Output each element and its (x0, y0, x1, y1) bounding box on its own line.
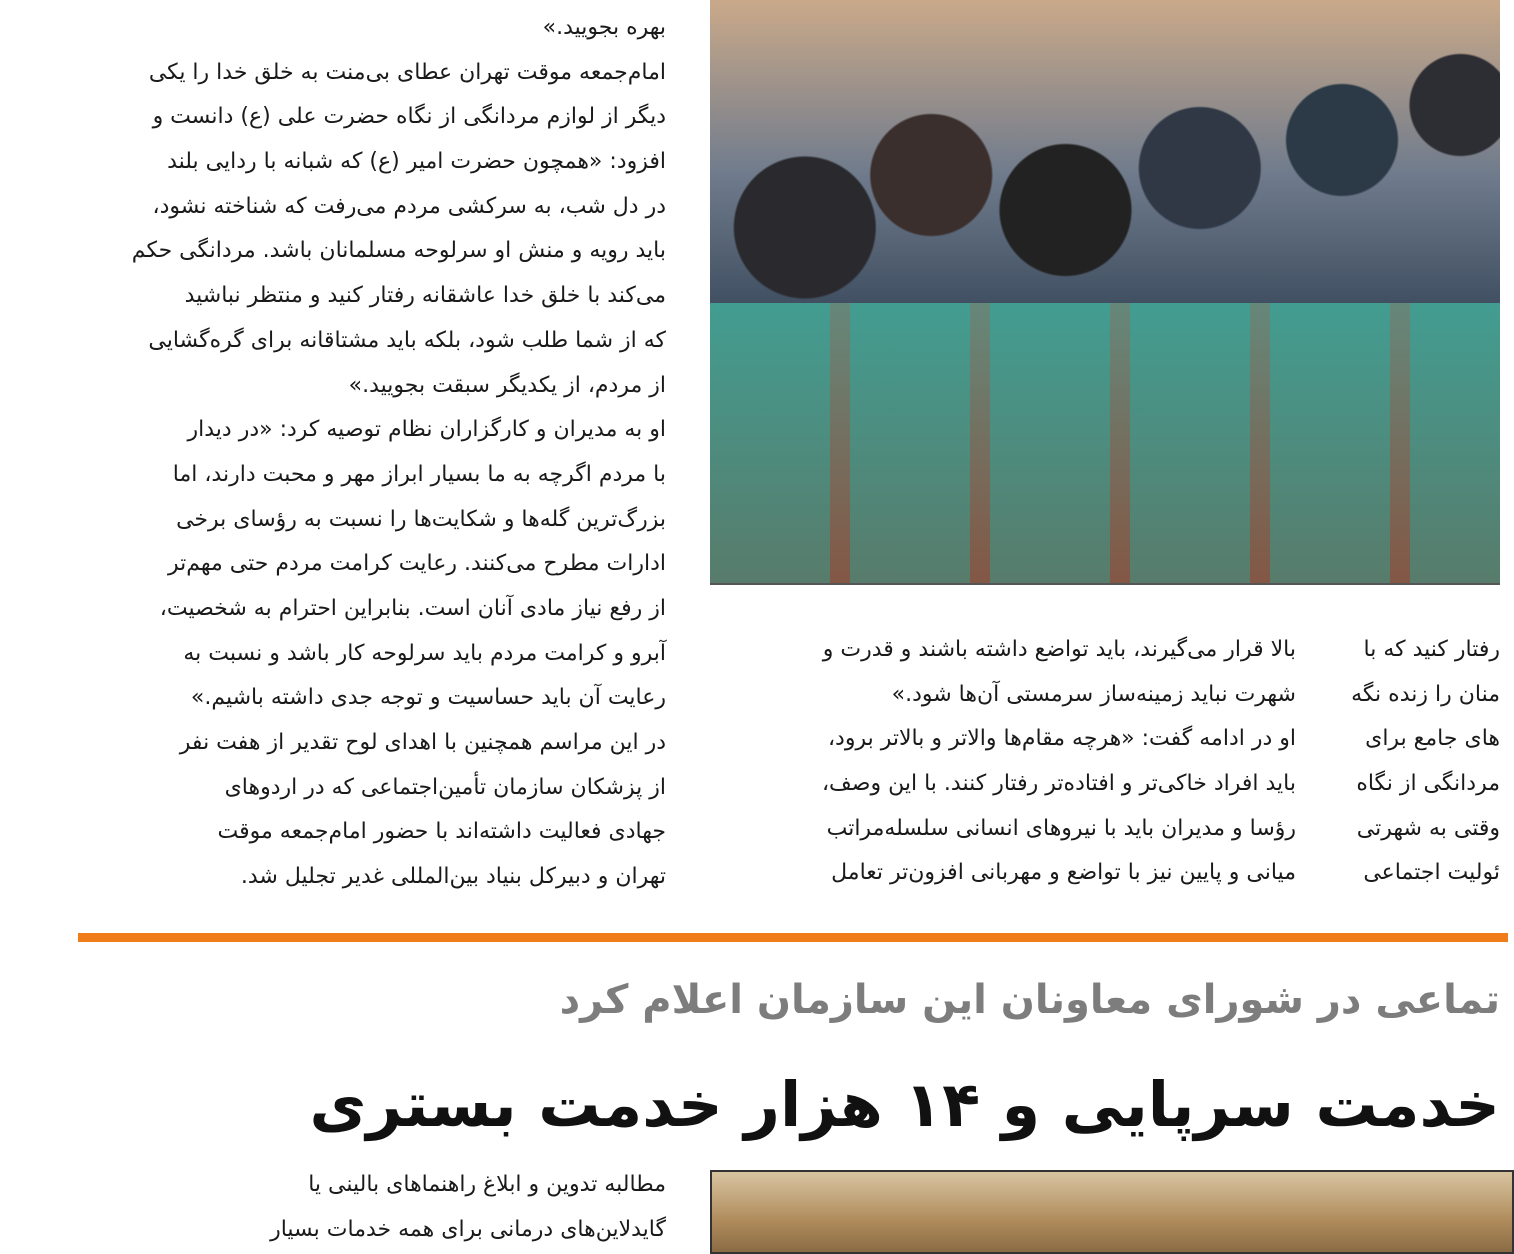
section-divider-rule (78, 933, 1508, 942)
text-line: وقتی به شهرتی (1356, 815, 1500, 841)
text-line: باید رویه و منش او سرلوحه مسلمانان باشد. مردانگی حکم (131, 238, 666, 264)
text-line: از مردم، از یکدیگر سبقت بجویید.» (348, 372, 666, 398)
text-line: شهرت نباید زمینه‌ساز سرمستی آن‌ها شود.» (891, 681, 1296, 707)
article-headline: خدمت سرپایی و ۱۴ هزار خدمت بستری (309, 1068, 1500, 1141)
text-line: رعایت آن باید حساسیت و توجه جدی داشته باشیم.» (190, 685, 666, 711)
article-photo-bottom (710, 1170, 1514, 1254)
text-line: ئولیت اجتماعی (1363, 860, 1500, 886)
article-photo-gathering (710, 0, 1500, 585)
article-middle-column (710, 628, 1296, 896)
text-line: آبرو و کرامت مردم باید سرلوحه کار باشد و نسبت به (183, 640, 666, 666)
text-line: افزود: «همچون حضرت امیر (ع) که شبانه با ردایی بلند (167, 149, 666, 175)
text-line: میانی و پایین نیز با تواضع و مهربانی افزون‌تر تعامل (831, 860, 1296, 886)
text-line: بالا قرار می‌گیرند، باید تواضع داشته باشند و قدرت و (822, 637, 1296, 662)
article-left-column (80, 6, 666, 900)
text-line: گایدلاین‌های درمانی برای همه خدمات بسیار (270, 1216, 666, 1242)
text-line: در دل شب، به سرکشی مردم می‌رفت که شناخته نشود، (152, 193, 666, 219)
text-line: ادارات مطرح می‌کنند. رعایت کرامت مردم حتی مهم‌تر (167, 551, 666, 577)
article-bottom-body-column (80, 1163, 666, 1252)
text-line: می‌کند با خلق خدا عاشقانه رفتار کنید و منتظر نباشید (184, 283, 666, 309)
text-line: مطالبه تدوین و ابلاغ راهنماهای بالینی یا (308, 1172, 666, 1197)
text-line: منان را زنده نگه (1351, 681, 1500, 707)
text-line: از رفع نیاز مادی آنان است. بنابراین احترام به شخصیت، (159, 595, 666, 621)
article-right-column-cropped (1340, 628, 1500, 896)
text-line: های جامع برای (1365, 726, 1500, 752)
text-line: که از شما طلب شود، بلکه باید مشتاقانه برای گره‌گشایی (148, 327, 666, 353)
text-line: رؤسا و مدیران باید با نیروهای انسانی سلسله‌مراتب (826, 815, 1296, 841)
text-line: در این مراسم همچنین با اهدای لوح تقدیر از هفت نفر (179, 730, 666, 755)
text-line: بزرگ‌ترین گله‌ها و شکایت‌ها را نسبت به رؤسای برخی (176, 506, 666, 532)
text-line: رفتار کنید که با (1363, 637, 1500, 662)
text-line: او به مدیران و کارگزاران نظام توصیه کرد: «در دیدار (187, 417, 666, 443)
text-line: امام‌جمعه موقت تهران عطای بی‌منت به خلق خدا را یکی (148, 59, 666, 85)
text-line: باید افراد خاکی‌تر و افتاده‌تر رفتار کنند. با این وصف، (821, 771, 1296, 797)
text-line: با مردم اگرچه به ما بسیار ابراز مهر و محبت دارند، اما (172, 461, 666, 487)
text-line: جهادی فعالیت داشته‌اند با حضور امام‌جمعه موقت (217, 819, 666, 845)
text-line: دیگر از لوازم مردانگی از نگاه حضرت علی (ع) دانست و (152, 104, 666, 130)
text-line: مردانگی از نگاه (1356, 771, 1500, 797)
text-line: از پزشکان سازمان تأمین‌اجتماعی که در اردوهای (224, 774, 666, 800)
article-subheadline: تماعی در شورای معاونان این سازمان اعلام کرد (559, 977, 1500, 1023)
text-line: تهران و دبیرکل بنیاد بین‌المللی غدیر تجلیل شد. (240, 864, 666, 890)
text-line: او در ادامه گفت: «هرچه مقام‌ها والاتر و بالاتر برود، (827, 726, 1296, 752)
text-line: بهره بجویید.» (542, 15, 666, 40)
photo-carpet-shapes (710, 303, 1500, 583)
